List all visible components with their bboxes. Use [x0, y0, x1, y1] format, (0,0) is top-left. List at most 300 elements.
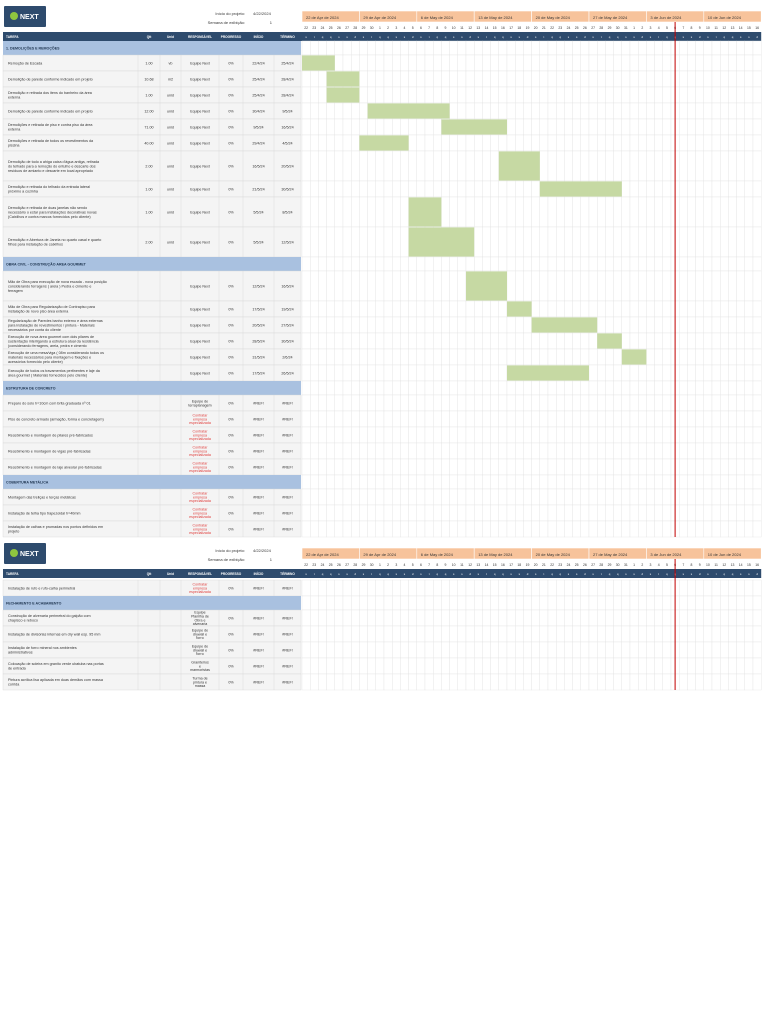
- grid-cell: [745, 317, 753, 333]
- cell-end: 30/5/24: [281, 339, 294, 344]
- grid-cell: [474, 317, 482, 333]
- grid-cell: [499, 301, 507, 317]
- grid-cell: [523, 505, 531, 521]
- grid-cell: [302, 505, 310, 521]
- grid-cell: [646, 475, 654, 489]
- grid-cell: [466, 151, 474, 181]
- weekday-letter: s: [682, 572, 685, 576]
- grid-cell: [687, 395, 695, 411]
- grid-cell: [737, 626, 745, 642]
- grid-cell: [597, 505, 605, 521]
- grid-cell: [614, 381, 622, 395]
- grid-cell: [646, 135, 654, 151]
- grid-cell: [409, 349, 417, 365]
- grid-cell: [614, 505, 622, 521]
- grid-cell: [335, 349, 343, 365]
- day-number-label: 3: [395, 563, 398, 567]
- grid-cell: [351, 103, 359, 119]
- grid-cell: [753, 181, 761, 197]
- grid-cell: [696, 475, 704, 489]
- grid-cell: [310, 349, 318, 365]
- grid-cell: [392, 365, 400, 381]
- grid-cell: [302, 71, 310, 87]
- weekday-letter: t: [371, 35, 373, 39]
- grid-cell: [532, 103, 540, 119]
- grid-cell: [433, 610, 441, 626]
- grid-cell: [368, 271, 376, 301]
- day-number-label: 5: [411, 563, 414, 567]
- cell-start: 21/5/24: [252, 187, 265, 192]
- grid-cell: [630, 333, 638, 349]
- day-number-label: 20: [533, 26, 538, 30]
- grid-cell: [573, 521, 581, 537]
- grid-cell: [597, 381, 605, 395]
- grid-cell: [359, 489, 367, 505]
- grid-cell: [491, 521, 499, 537]
- grid-cell: [392, 71, 400, 87]
- grid-cell: [368, 443, 376, 459]
- grid-cell: [622, 227, 630, 257]
- grid-cell: [655, 427, 663, 443]
- grid-cell: [400, 626, 408, 642]
- day-number-label: 5: [665, 563, 668, 567]
- grid-cell: [614, 41, 622, 55]
- weekday-letter: q: [444, 35, 447, 39]
- grid-cell: [466, 674, 474, 690]
- grid-cell: [589, 197, 597, 227]
- grid-cell: [564, 103, 572, 119]
- grid-cell: [351, 41, 359, 55]
- grid-cell: [704, 489, 712, 505]
- grid-cell: [663, 301, 671, 317]
- cell-prog: 0%: [228, 449, 234, 454]
- grid-cell: [376, 119, 384, 135]
- cell-end: 16/5/24: [281, 284, 294, 289]
- grid-cell: [499, 365, 507, 381]
- grid-cell: [343, 610, 351, 626]
- grid-cell: [351, 443, 359, 459]
- cell-responsavel: drywall e: [192, 648, 208, 653]
- day-number-label: 20: [533, 563, 538, 567]
- grid-cell: [310, 151, 318, 181]
- grid-cell: [482, 365, 490, 381]
- grid-cell: [564, 257, 572, 271]
- grid-cell: [302, 181, 310, 197]
- grid-cell: [573, 301, 581, 317]
- grid-cell: [400, 475, 408, 489]
- grid-cell: [515, 41, 523, 55]
- cell-responsavel: Equipe de: [191, 644, 209, 649]
- column-header-task: TAREFA: [6, 572, 19, 576]
- logo-text: NEXT: [20, 14, 39, 21]
- day-number-label: 19: [525, 26, 530, 30]
- grid-cell: [491, 443, 499, 459]
- weekday-letter: q: [493, 572, 496, 576]
- cell-end: 28/4/24: [281, 77, 294, 82]
- week-header-label: 6 de May de 2024: [420, 15, 453, 20]
- grid-cell: [474, 41, 482, 55]
- day-number-label: 2: [387, 563, 390, 567]
- grid-cell: [573, 395, 581, 411]
- grid-cell: [704, 365, 712, 381]
- grid-cell: [548, 103, 556, 119]
- task-name: externa: [8, 95, 21, 100]
- grid-cell: [491, 642, 499, 658]
- grid-cell: [474, 365, 482, 381]
- grid-cell: [630, 119, 638, 135]
- grid-cell: [318, 197, 326, 227]
- grid-cell: [638, 395, 646, 411]
- weekday-letter: s: [510, 572, 512, 576]
- grid-cell: [433, 87, 441, 103]
- grid-cell: [376, 411, 384, 427]
- grid-cell: [499, 257, 507, 271]
- grid-cell: [523, 119, 531, 135]
- grid-cell: [720, 227, 728, 257]
- grid-cell: [491, 301, 499, 317]
- grid-cell: [368, 151, 376, 181]
- grid-cell: [728, 365, 736, 381]
- grid-cell: [564, 459, 572, 475]
- cell-end: #REF!: [282, 680, 293, 685]
- grid-cell: [687, 257, 695, 271]
- week-header-label: 27 de May de 2024: [593, 552, 628, 557]
- grid-cell: [564, 427, 572, 443]
- grid-cell: [622, 103, 630, 119]
- day-number-label: 2: [641, 563, 644, 567]
- grid-cell: [450, 642, 458, 658]
- grid-cell: [753, 674, 761, 690]
- grid-cell: [433, 257, 441, 271]
- grid-cell: [335, 395, 343, 411]
- grid-cell: [318, 610, 326, 626]
- grid-cell: [482, 596, 490, 610]
- grid-cell: [556, 411, 564, 427]
- grid-cell: [384, 642, 392, 658]
- cell-unid: unid: [167, 141, 174, 146]
- weekday-letter: t: [715, 35, 717, 39]
- weekday-letter: q: [387, 572, 389, 576]
- grid-cell: [499, 443, 507, 459]
- grid-cell: [368, 427, 376, 443]
- grid-cell: [704, 674, 712, 690]
- grid-cell: [384, 55, 392, 71]
- grid-cell: [687, 459, 695, 475]
- grid-cell: [548, 301, 556, 317]
- grid-cell: [499, 135, 507, 151]
- grid-cell: [343, 181, 351, 197]
- day-number-label: 27: [345, 26, 349, 30]
- grid-cell: [515, 658, 523, 674]
- weekday-letter: s: [739, 35, 742, 39]
- grid-cell: [663, 610, 671, 626]
- column-header-end: TÉRMINO: [280, 35, 295, 39]
- grid-cell: [425, 181, 433, 197]
- weekday-letter: q: [616, 35, 619, 39]
- grid-cell: [482, 381, 490, 395]
- task-name: acessórios fornecido pelo cliente): [8, 359, 63, 364]
- grid-cell: [753, 301, 761, 317]
- grid-cell: [368, 505, 376, 521]
- cell-unid: vb: [168, 61, 173, 66]
- grid-cell: [548, 610, 556, 626]
- grid-cell: [499, 381, 507, 395]
- cell-start: #REF!: [253, 495, 264, 500]
- cell-unid: unid: [167, 210, 174, 215]
- grid-cell: [523, 610, 531, 626]
- grid-cell: [376, 41, 384, 55]
- grid-cell: [384, 674, 392, 690]
- grid-cell: [400, 580, 408, 596]
- grid-cell: [507, 271, 515, 301]
- grid-cell: [556, 381, 564, 395]
- grid-cell: [548, 642, 556, 658]
- grid-cell: [376, 317, 384, 333]
- grid-cell: [376, 271, 384, 301]
- grid-cell: [532, 443, 540, 459]
- weekday-letter: s: [739, 572, 742, 576]
- cell-start: 12/5/24: [252, 284, 265, 289]
- grid-cell: [482, 103, 490, 119]
- grid-cell: [458, 674, 466, 690]
- grid-cell: [384, 317, 392, 333]
- grid-cell: [745, 626, 753, 642]
- grid-cell: [712, 596, 720, 610]
- cell-start: 31/5/24: [252, 355, 265, 360]
- grid-cell: [335, 151, 343, 181]
- grid-cell: [663, 103, 671, 119]
- weekday-letter: s: [748, 35, 750, 39]
- grid-cell: [384, 505, 392, 521]
- grid-cell: [556, 301, 564, 317]
- grid-cell: [466, 71, 474, 87]
- grid-cell: [433, 317, 441, 333]
- grid-cell: [507, 333, 515, 349]
- grid-cell: [696, 103, 704, 119]
- grid-cell: [450, 395, 458, 411]
- grid-cell: [491, 151, 499, 181]
- grid-cell: [589, 151, 597, 181]
- grid-cell: [581, 333, 589, 349]
- grid-cell: [384, 580, 392, 596]
- grid-cell: [655, 365, 663, 381]
- grid-cell: [392, 301, 400, 317]
- project-start-label: Início do projeto:: [215, 548, 245, 553]
- grid-cell: [409, 365, 417, 381]
- grid-cell: [564, 610, 572, 626]
- grid-cell: [663, 41, 671, 55]
- grid-cell: [523, 333, 531, 349]
- grid-cell: [720, 642, 728, 658]
- grid-cell: [351, 271, 359, 301]
- grid-cell: [327, 197, 335, 227]
- grid-cell: [343, 674, 351, 690]
- grid-cell: [400, 459, 408, 475]
- grid-cell: [589, 521, 597, 537]
- grid-cell: [310, 227, 318, 257]
- grid-cell: [638, 521, 646, 537]
- grid-cell: [474, 459, 482, 475]
- cell-end: #REF!: [282, 511, 293, 516]
- grid-cell: [704, 103, 712, 119]
- cell-start: 16/5/24: [252, 164, 265, 169]
- grid-cell: [318, 626, 326, 642]
- task-name: sustentação interligando a estrutura atual da residência: [8, 339, 99, 344]
- day-number-label: 26: [583, 563, 587, 567]
- grid-cell: [507, 610, 515, 626]
- grid-cell: [491, 411, 499, 427]
- grid-cell: [605, 349, 613, 365]
- weekday-letter: t: [428, 572, 430, 576]
- grid-cell: [720, 674, 728, 690]
- grid-cell: [540, 301, 548, 317]
- grid-cell: [466, 301, 474, 317]
- grid-cell: [605, 521, 613, 537]
- grid-cell: [646, 87, 654, 103]
- grid-cell: [310, 301, 318, 317]
- grid-cell: [532, 381, 540, 395]
- grid-cell: [474, 181, 482, 197]
- grid-cell: [581, 580, 589, 596]
- grid-cell: [507, 317, 515, 333]
- grid-cell: [564, 580, 572, 596]
- grid-cell: [638, 119, 646, 135]
- day-number-label: 31: [624, 26, 628, 30]
- grid-cell: [638, 301, 646, 317]
- grid-cell: [687, 349, 695, 365]
- weekday-letter: s: [690, 572, 693, 576]
- grid-cell: [712, 151, 720, 181]
- grid-cell: [564, 41, 572, 55]
- grid-cell: [515, 580, 523, 596]
- grid-cell: [507, 71, 515, 87]
- day-number-label: 7: [682, 563, 685, 567]
- grid-cell: [433, 349, 441, 365]
- grid-cell: [696, 674, 704, 690]
- grid-cell: [368, 227, 376, 257]
- grid-cell: [696, 395, 704, 411]
- grid-cell: [335, 55, 343, 71]
- weekday-letter: q: [502, 35, 504, 39]
- grid-cell: [581, 197, 589, 227]
- weekday-letter: s: [461, 35, 463, 39]
- grid-cell: [474, 642, 482, 658]
- grid-cell: [605, 317, 613, 333]
- grid-cell: [466, 505, 474, 521]
- grid-cell: [737, 135, 745, 151]
- cell-prog: 0%: [228, 93, 234, 98]
- grid-cell: [318, 443, 326, 459]
- grid-cell: [376, 596, 384, 610]
- grid-cell: [622, 381, 630, 395]
- grid-cell: [409, 580, 417, 596]
- grid-cell: [745, 674, 753, 690]
- grid-cell: [663, 71, 671, 87]
- grid-cell: [425, 41, 433, 55]
- grid-cell: [753, 55, 761, 71]
- day-number-label: 6: [419, 26, 422, 30]
- grid-cell: [679, 349, 687, 365]
- grid-cell: [548, 41, 556, 55]
- grid-cell: [318, 41, 326, 55]
- grid-cell: [458, 257, 466, 271]
- grid-cell: [392, 257, 400, 271]
- grid-cell: [753, 521, 761, 537]
- grid-cell: [302, 626, 310, 642]
- grid-cell: [679, 135, 687, 151]
- task-name: Colocação de soleira em granito verde ubatuba nas portas: [8, 662, 104, 667]
- grid-cell: [392, 227, 400, 257]
- grid-cell: [458, 505, 466, 521]
- grid-cell: [655, 181, 663, 197]
- grid-cell: [458, 317, 466, 333]
- grid-cell: [515, 642, 523, 658]
- grid-cell: [712, 55, 720, 71]
- grid-cell: [614, 411, 622, 427]
- grid-cell: [540, 580, 548, 596]
- grid-cell: [466, 642, 474, 658]
- weekday-letter: t: [428, 35, 430, 39]
- grid-cell: [532, 596, 540, 610]
- grid-cell: [499, 674, 507, 690]
- grid-cell: [564, 135, 572, 151]
- grid-cell: [597, 55, 605, 71]
- grid-cell: [712, 395, 720, 411]
- grid-cell: [745, 41, 753, 55]
- grid-cell: [556, 580, 564, 596]
- task-name: Instalação de divisórias internas em dry wall esp. 95 mm: [8, 632, 101, 637]
- grid-cell: [696, 610, 704, 626]
- gantt-bar: [409, 227, 475, 256]
- grid-cell: [720, 87, 728, 103]
- grid-cell: [622, 135, 630, 151]
- grid-cell: [400, 301, 408, 317]
- grid-cell: [573, 71, 581, 87]
- cell-responsavel: drywall e: [192, 632, 208, 637]
- week-header-label: 10 de Jun de 2024: [707, 552, 741, 557]
- grid-cell: [335, 301, 343, 317]
- grid-cell: [646, 489, 654, 505]
- grid-cell: [310, 257, 318, 271]
- weekday-letter: d: [354, 572, 357, 576]
- grid-cell: [679, 87, 687, 103]
- grid-cell: [728, 610, 736, 626]
- grid-cell: [564, 521, 572, 537]
- grid-cell: [384, 257, 392, 271]
- grid-cell: [515, 626, 523, 642]
- grid-cell: [515, 521, 523, 537]
- grid-cell: [679, 227, 687, 257]
- grid-cell: [302, 87, 310, 103]
- cell-qtt: 1.00: [145, 187, 153, 192]
- grid-cell: [564, 505, 572, 521]
- grid-cell: [556, 87, 564, 103]
- grid-cell: [507, 427, 515, 443]
- cell-start: 9/5/24: [253, 125, 264, 130]
- grid-cell: [376, 674, 384, 690]
- grid-cell: [589, 489, 597, 505]
- task-name: Instalação de telha tipo trapezoidal h=40mm: [8, 511, 81, 516]
- grid-cell: [351, 365, 359, 381]
- grid-cell: [335, 521, 343, 537]
- task-name: Execução de nova área gourmet com dois pilares de: [8, 335, 95, 339]
- day-number-label: 26: [337, 26, 341, 30]
- grid-cell: [351, 610, 359, 626]
- task-name: área gourmet ( Materiais fornecidos pelo cliente): [8, 373, 88, 378]
- grid-cell: [679, 333, 687, 349]
- grid-cell: [318, 674, 326, 690]
- grid-cell: [392, 151, 400, 181]
